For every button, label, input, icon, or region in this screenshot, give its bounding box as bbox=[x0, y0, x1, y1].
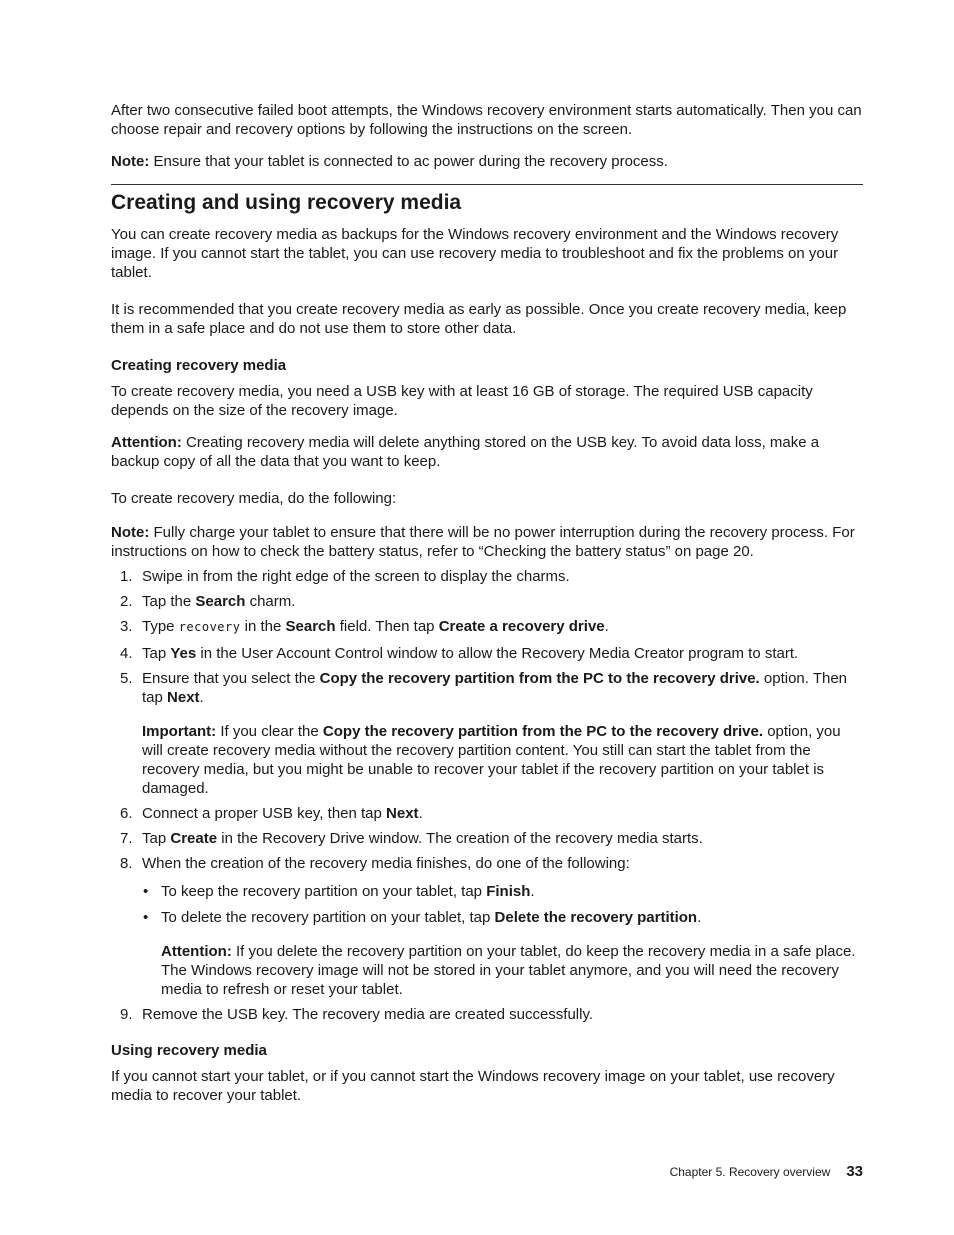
bullet-text: . bbox=[697, 909, 702, 926]
step-text: Swipe in from the right edge of the screen to display the charms. bbox=[142, 568, 570, 585]
note-text: Ensure that your tablet is connected to ac power during the recovery process. bbox=[149, 153, 668, 170]
step-text: Type bbox=[142, 618, 179, 635]
step-bold: Copy the recovery partition from the PC to the recovery drive. bbox=[319, 670, 760, 687]
step-number: 1. bbox=[120, 568, 133, 585]
attention-label: Attention: bbox=[161, 943, 232, 960]
important-text: option, you will create recovery media without the recovery partition content. You still can start the tablet from the recovery media, but you might be unable to recover your tablet if the recovery partition on your tablet is damaged. bbox=[142, 723, 841, 797]
bullet-bold: Delete the recovery partition bbox=[494, 909, 698, 926]
note-label: Note: bbox=[111, 153, 150, 170]
bullet-bold: Finish bbox=[486, 883, 531, 900]
page-number: 33 bbox=[846, 1163, 863, 1180]
step-number: 9. bbox=[120, 1006, 133, 1023]
page-content bbox=[111, 101, 863, 1105]
list-item bbox=[111, 617, 863, 637]
step-text: Tap the bbox=[142, 593, 196, 610]
subheading-creating: Creating recovery media bbox=[111, 357, 287, 374]
section-divider bbox=[111, 184, 863, 185]
step-code: recovery bbox=[178, 620, 241, 634]
steps-list bbox=[111, 567, 863, 1024]
list-item bbox=[142, 908, 863, 999]
step-text: in the bbox=[240, 618, 286, 635]
step-text: Ensure that you select the bbox=[142, 670, 320, 687]
step-text: . bbox=[604, 618, 609, 635]
creating-attention bbox=[111, 433, 863, 471]
step-text: in the User Account Control window to allow the Recovery Media Creator program to start. bbox=[196, 645, 799, 662]
section-paragraph: It is recommended that you create recovery media as early as possible. Once you create recovery media, keep them in a safe place and do not use them to store other data. bbox=[111, 301, 847, 337]
list-item bbox=[142, 882, 863, 901]
step-text: in the Recovery Drive window. The creation of the recovery media starts. bbox=[217, 830, 703, 847]
creating-paragraph: To create recovery media, do the following: bbox=[111, 490, 397, 507]
step-bold: Next bbox=[167, 689, 200, 706]
section-title: Creating and using recovery media bbox=[111, 191, 462, 214]
step-number: 3. bbox=[120, 618, 133, 635]
intro-paragraph: After two consecutive failed boot attempts, the Windows recovery environment starts automatically. Then you can choose repair and recovery options by following the instructions on the screen. bbox=[111, 102, 862, 138]
step-text bbox=[142, 669, 863, 707]
attention-text: Creating recovery media will delete anything stored on the USB key. To avoid data loss, make a backup copy of all the data that you want to keep. bbox=[111, 434, 820, 470]
list-item bbox=[111, 644, 863, 663]
important-label: Important: bbox=[142, 723, 217, 740]
subheading-using: Using recovery media bbox=[111, 1042, 267, 1059]
bullet-attention bbox=[161, 942, 863, 999]
list-item bbox=[111, 592, 863, 611]
list-item bbox=[111, 1005, 863, 1024]
creating-paragraph: To create recovery media, you need a USB key with at least 16 GB of storage. The required USB capacity depends on the size of the recovery image. bbox=[111, 383, 813, 419]
list-item bbox=[111, 804, 863, 823]
list-item bbox=[111, 854, 863, 999]
step-number: 8. bbox=[120, 855, 133, 872]
step-bold: Search bbox=[195, 593, 246, 610]
step-text: field. Then tap bbox=[335, 618, 439, 635]
section-paragraph: You can create recovery media as backups for the Windows recovery environment and the Windows recovery image. If you cannot start the tablet, you can use recovery media to troubleshoot and fix the problems on your tablet. bbox=[111, 226, 839, 281]
step-text: Remove the USB key. The recovery media are created successfully. bbox=[142, 1006, 594, 1023]
step-text: When the creation of the recovery media finishes, do one of the following: bbox=[142, 855, 630, 872]
step-text: Tap bbox=[142, 645, 171, 662]
attention-label: Attention: bbox=[111, 434, 182, 451]
step-number: 6. bbox=[120, 805, 133, 822]
bullet-text: To delete the recovery partition on your tablet, tap bbox=[161, 909, 495, 926]
step-number: 7. bbox=[120, 830, 133, 847]
bullet-text: . bbox=[530, 883, 535, 900]
using-paragraph: If you cannot start your tablet, or if you cannot start the Windows recovery image on your tablet, use recovery media to recover your tablet. bbox=[111, 1068, 835, 1104]
step-bold: Next bbox=[386, 805, 419, 822]
important-text: If you clear the bbox=[216, 723, 323, 740]
step-bold: Yes bbox=[170, 645, 197, 662]
step-number: 2. bbox=[120, 593, 133, 610]
step-text: . bbox=[199, 689, 204, 706]
important-bold: Copy the recovery partition from the PC to the recovery drive. bbox=[322, 723, 764, 740]
step-bold: Create a recovery drive bbox=[438, 618, 605, 635]
step-text: Tap bbox=[142, 830, 171, 847]
step-bold: Create bbox=[170, 830, 218, 847]
bullet-text: To keep the recovery partition on your tablet, tap bbox=[161, 883, 487, 900]
step-text: charm. bbox=[245, 593, 296, 610]
step-number: 4. bbox=[120, 645, 133, 662]
bullet-marker: • bbox=[143, 883, 149, 900]
note-text: Fully charge your tablet to ensure that there will be no power interruption during the recovery process. For instructions on how to check the battery status, refer to “Checking the battery status” on page 20. bbox=[111, 524, 855, 560]
list-item bbox=[111, 669, 863, 798]
note-label: Note: bbox=[111, 524, 150, 541]
list-item bbox=[111, 829, 863, 848]
step-bold: Search bbox=[285, 618, 336, 635]
creating-note bbox=[111, 523, 863, 561]
page-footer bbox=[111, 1163, 863, 1181]
step-number: 5. bbox=[120, 670, 133, 687]
step-text: Connect a proper USB key, then tap bbox=[142, 805, 387, 822]
attention-text: If you delete the recovery partition on your tablet, do keep the recovery media in a safe place. The Windows recovery image will not be stored in your tablet anymore, and you will need the recovery media to refresh or reset your tablet. bbox=[161, 943, 856, 998]
step-text: . bbox=[418, 805, 423, 822]
list-item bbox=[111, 567, 863, 586]
bullet-marker: • bbox=[143, 909, 149, 926]
step-text: option. Then tap bbox=[142, 670, 848, 706]
sub-bullet-list bbox=[142, 882, 863, 999]
important-note bbox=[142, 722, 863, 798]
intro-note bbox=[111, 152, 863, 171]
footer-chapter: Chapter 5. Recovery overview bbox=[669, 1165, 831, 1179]
